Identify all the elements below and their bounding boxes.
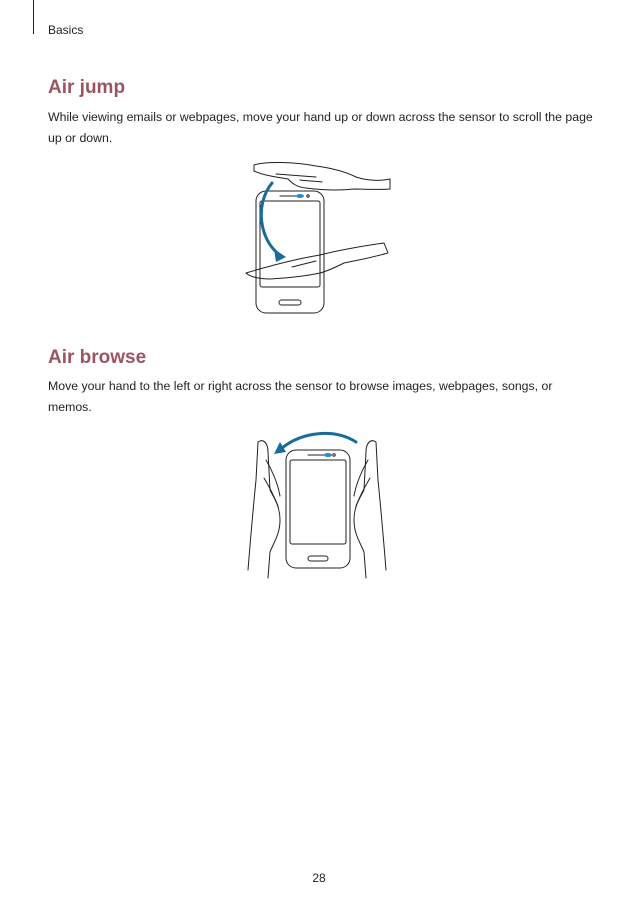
phone-body-icon: [286, 450, 350, 568]
running-header: Basics: [48, 23, 84, 37]
page-number: 28: [312, 871, 326, 885]
air-jump-illustration: [236, 155, 396, 320]
left-hand-icon: [258, 441, 280, 578]
upper-hand-icon: [254, 162, 390, 190]
section-title-air-browse: Air browse: [48, 347, 147, 368]
phone-body-icon: [256, 191, 324, 313]
section-title-air-jump: Air jump: [48, 77, 126, 98]
margin-rule: [33, 0, 34, 34]
lower-hand-icon: [246, 243, 388, 279]
browse-left-arrow-icon: [282, 433, 356, 448]
right-hand-icon: [354, 441, 376, 578]
section-body-air-browse: Move your hand to the left or right across the sensor to browse images, webpages, songs, or memos.: [48, 379, 553, 414]
scroll-down-arrow-icon: [261, 183, 280, 255]
section-body-air-jump: While viewing emails or webpages, move your hand up or down across the sensor to scroll the page up or down.: [48, 110, 593, 145]
air-browse-illustration: [244, 430, 394, 580]
